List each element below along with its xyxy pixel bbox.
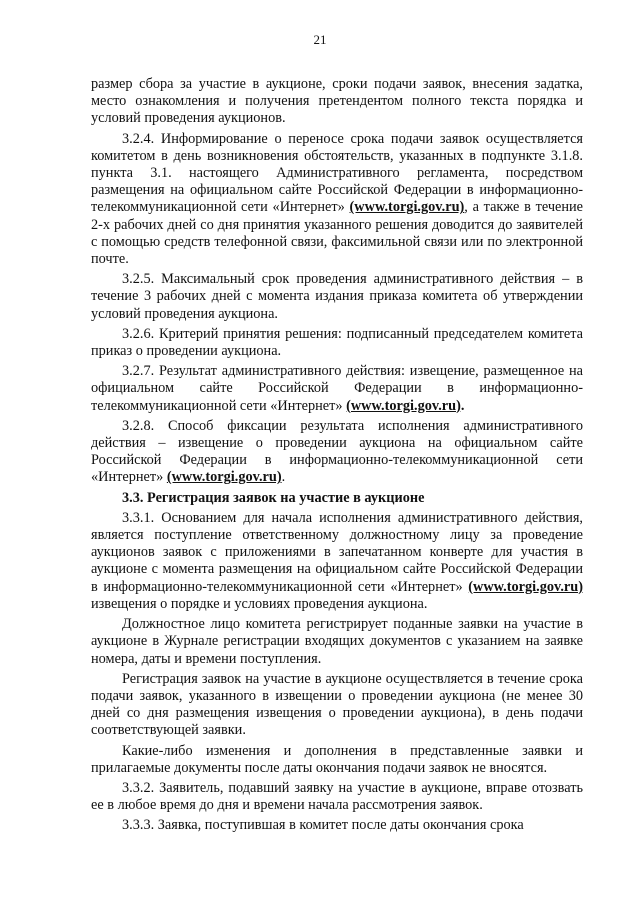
paragraph-text: , а также в течение 2-х рабочих дней со дня принятия указанного решения доводится до заявителей с помощью средств телефонной связи, факсимильной связи или по электронной почте. (91, 199, 584, 268)
paragraph-3-3-2: 3.3.2. Заявитель, подавший заявку на участие в аукционе, вправе отозвать ее в любое время до дня и времени начала рассмотрения заявок. (91, 779, 583, 814)
paragraph-3-3-3: 3.3.3. Заявка, поступившая в комитет после даты окончания срока (122, 817, 524, 834)
paragraph-text: 3.2.4. Информирование о переносе срока подачи заявок осуществляется комитетом в день возникновения обстоятельств, указанных в подпункте 3.1.8. пункта 3.1. настоящего Административного регламента, посредством размещения на официальном сайте Российской Федерации в информационно-телекоммуникационной сети «Интернет» (91, 130, 583, 216)
paragraph-text: 3.3.1. Основанием для начала исполнения административного действия, является поступление ответственному должностному лицу за проведение аукционов заявок с приложениями в запечатанном конверте для участия в аукционе с момента размещения на официальном сайте Российской Федерации в информационно-телекоммуникационной сети «Интернет» (91, 509, 583, 595)
paragraph-text: извещения о порядке и условиях проведения аукциона. (91, 595, 428, 612)
paragraph-3-2-7 (91, 363, 583, 415)
paragraph-no-changes: Какие-либо изменения и дополнения в представленные заявки и прилагаемые документы после даты окончания подачи заявок не вносятся. (91, 742, 583, 776)
paragraph-3-2-5: 3.2.5. Максимальный срок проведения административного действия – в течение 3 рабочих дней с момента издания приказа комитета об утверждении условий проведения аукциона. (91, 271, 583, 322)
page-number: 21 (313, 32, 327, 47)
paragraph-3-3-1 (91, 510, 583, 613)
torgi-link: (www.torgi.gov.ru) (346, 397, 461, 414)
torgi-link: (www.torgi.gov.ru) (468, 578, 583, 595)
paragraph-text: . (460, 397, 465, 414)
paragraph-3-2-4 (91, 131, 583, 269)
paragraph-auction-fee-terms: размер сбора за участие в аукционе, сроки подачи заявок, внесения задатка, место ознакомления и получения претендентом полного текста порядка и условий проведения аукционов. (91, 76, 583, 127)
document-body (91, 76, 583, 838)
paragraph-registration-period: Регистрация заявок на участие в аукционе осуществляется в течение срока подачи заявок, указанного в извещении о проведении аукциона (не менее 30 дней со дня размещения извещения о проведении аукциона), в день подачи соответствующей заявки. (91, 670, 583, 739)
torgi-link: (www.torgi.gov.ru) (349, 199, 465, 216)
torgi-link: (www.torgi.gov.ru) (166, 469, 282, 486)
paragraph-text: 3.2.7. Результат административного действия: извещение, размещенное на официальном сайте Российской Федерации в информационно-телекоммуникационной сети «Интернет» (91, 363, 583, 414)
paragraph-3-2-6: 3.2.6. Критерий принятия решения: подписанный председателем комитета приказ о проведении аукциона. (91, 325, 583, 360)
paragraph-text: . (281, 469, 286, 486)
section-heading-3-3: 3.3. Регистрация заявок на участие в аукционе (122, 489, 425, 506)
paragraph-text: 3.2.8. Способ фиксации результата исполнения административного действия – извещение о проведении аукциона на официальном сайте Российской Федерации в информационно-телекоммуникационной сети «Интернет» (91, 417, 583, 486)
paragraph-3-2-8 (91, 418, 583, 487)
paragraph-registration-journal: Должностное лицо комитета регистрирует поданные заявки на участие в аукционе в Журнале регистрации входящих документов с указанием на заявке номера, даты и времени поступления. (91, 616, 583, 667)
